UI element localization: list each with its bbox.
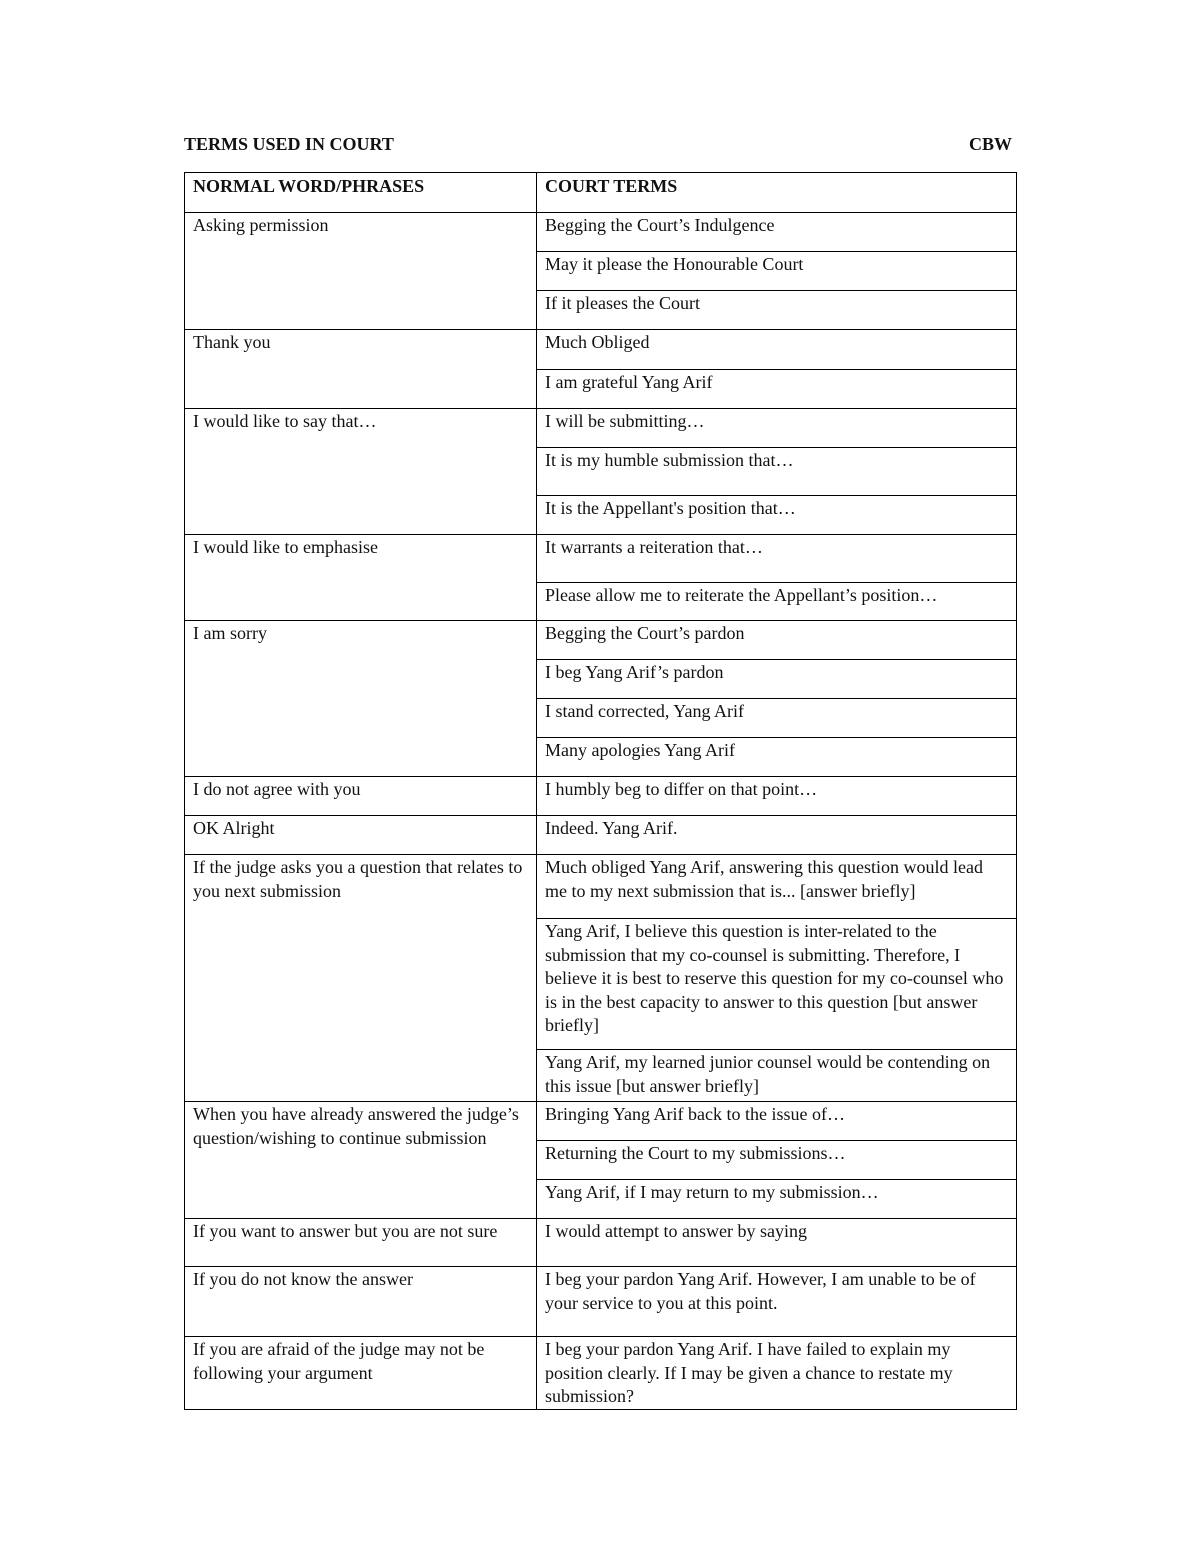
- court-term-cell: Yang Arif, my learned junior counsel would be contending on this issue [but answer briefly]: [537, 1050, 1017, 1102]
- court-term-cell: I beg your pardon Yang Arif. However, I am unable to be of your service to you at this point.: [537, 1267, 1017, 1337]
- court-term-cell: It is my humble submission that…: [537, 448, 1017, 496]
- table-row: [185, 1102, 1017, 1141]
- normal-phrase-cell: OK Alright: [185, 816, 537, 855]
- column-header-normal: NORMAL WORD/PHRASES: [185, 173, 537, 213]
- court-term-cell: Many apologies Yang Arif: [537, 738, 1017, 777]
- court-term-cell: Indeed. Yang Arif.: [537, 816, 1017, 855]
- table-row: [185, 1337, 1017, 1410]
- court-term-cell: I am grateful Yang Arif: [537, 370, 1017, 409]
- table-row: [185, 1219, 1017, 1267]
- court-term-cell: It is the Appellant's position that…: [537, 496, 1017, 535]
- normal-phrase-cell: When you have already answered the judge’s question/wishing to continue submission: [185, 1102, 537, 1219]
- normal-phrase-cell: Thank you: [185, 330, 537, 409]
- table-row: [185, 1267, 1017, 1337]
- table-row: [185, 330, 1017, 370]
- normal-phrase-cell: If you are afraid of the judge may not be following your argument: [185, 1337, 537, 1410]
- court-term-cell: I will be submitting…: [537, 409, 1017, 448]
- court-term-cell: I beg Yang Arif’s pardon: [537, 660, 1017, 699]
- normal-phrase-cell: If you do not know the answer: [185, 1267, 537, 1337]
- court-term-cell: Yang Arif, I believe this question is inter-related to the submission that my co-counsel is submitting. Therefore, I believe it is best to reserve this question for my co-counsel who is in the best capacity to answer to this question [but answer briefly]: [537, 919, 1017, 1050]
- court-term-cell: Begging the Court’s pardon: [537, 621, 1017, 660]
- document-title: TERMS USED IN COURT: [184, 134, 394, 154]
- normal-phrase-cell: I would like to emphasise: [185, 535, 537, 621]
- table-row: [185, 409, 1017, 448]
- normal-phrase-cell: I do not agree with you: [185, 777, 537, 816]
- table-row: [185, 777, 1017, 816]
- court-term-cell: I stand corrected, Yang Arif: [537, 699, 1017, 738]
- normal-phrase-cell: If the judge asks you a question that relates to you next submission: [185, 855, 537, 1102]
- court-term-cell: Much Obliged: [537, 330, 1017, 370]
- court-term-cell: I humbly beg to differ on that point…: [537, 777, 1017, 816]
- court-terms-table: [184, 172, 1017, 1410]
- court-term-cell: Bringing Yang Arif back to the issue of…: [537, 1102, 1017, 1141]
- court-term-cell: If it pleases the Court: [537, 291, 1017, 330]
- normal-phrase-cell: I would like to say that…: [185, 409, 537, 535]
- court-term-cell: Returning the Court to my submissions…: [537, 1141, 1017, 1180]
- court-term-cell: Much obliged Yang Arif, answering this question would lead me to my next submission that is... [answer briefly]: [537, 855, 1017, 919]
- table-row: [185, 213, 1017, 252]
- court-term-cell: Please allow me to reiterate the Appellant’s position…: [537, 583, 1017, 621]
- table-row: [185, 621, 1017, 660]
- normal-phrase-cell: I am sorry: [185, 621, 537, 777]
- court-term-cell: It warrants a reiteration that…: [537, 535, 1017, 583]
- table-row: [185, 816, 1017, 855]
- table-row: [185, 855, 1017, 919]
- table-body: [185, 213, 1017, 1410]
- normal-phrase-cell: If you want to answer but you are not sure: [185, 1219, 537, 1267]
- court-term-cell: May it please the Honourable Court: [537, 252, 1017, 291]
- court-term-cell: I would attempt to answer by saying: [537, 1219, 1017, 1267]
- author-initials: CBW: [968, 134, 1012, 154]
- court-term-cell: I beg your pardon Yang Arif. I have failed to explain my position clearly. If I may be given a chance to restate my submission?: [537, 1337, 1017, 1410]
- court-term-cell: Yang Arif, if I may return to my submission…: [537, 1180, 1017, 1219]
- page-header: [184, 134, 1012, 160]
- column-header-court-terms: COURT TERMS: [537, 173, 1017, 213]
- court-term-cell: Begging the Court’s Indulgence: [537, 213, 1017, 252]
- table-row: [185, 535, 1017, 583]
- table-header-row: [185, 173, 1017, 213]
- normal-phrase-cell: Asking permission: [185, 213, 537, 330]
